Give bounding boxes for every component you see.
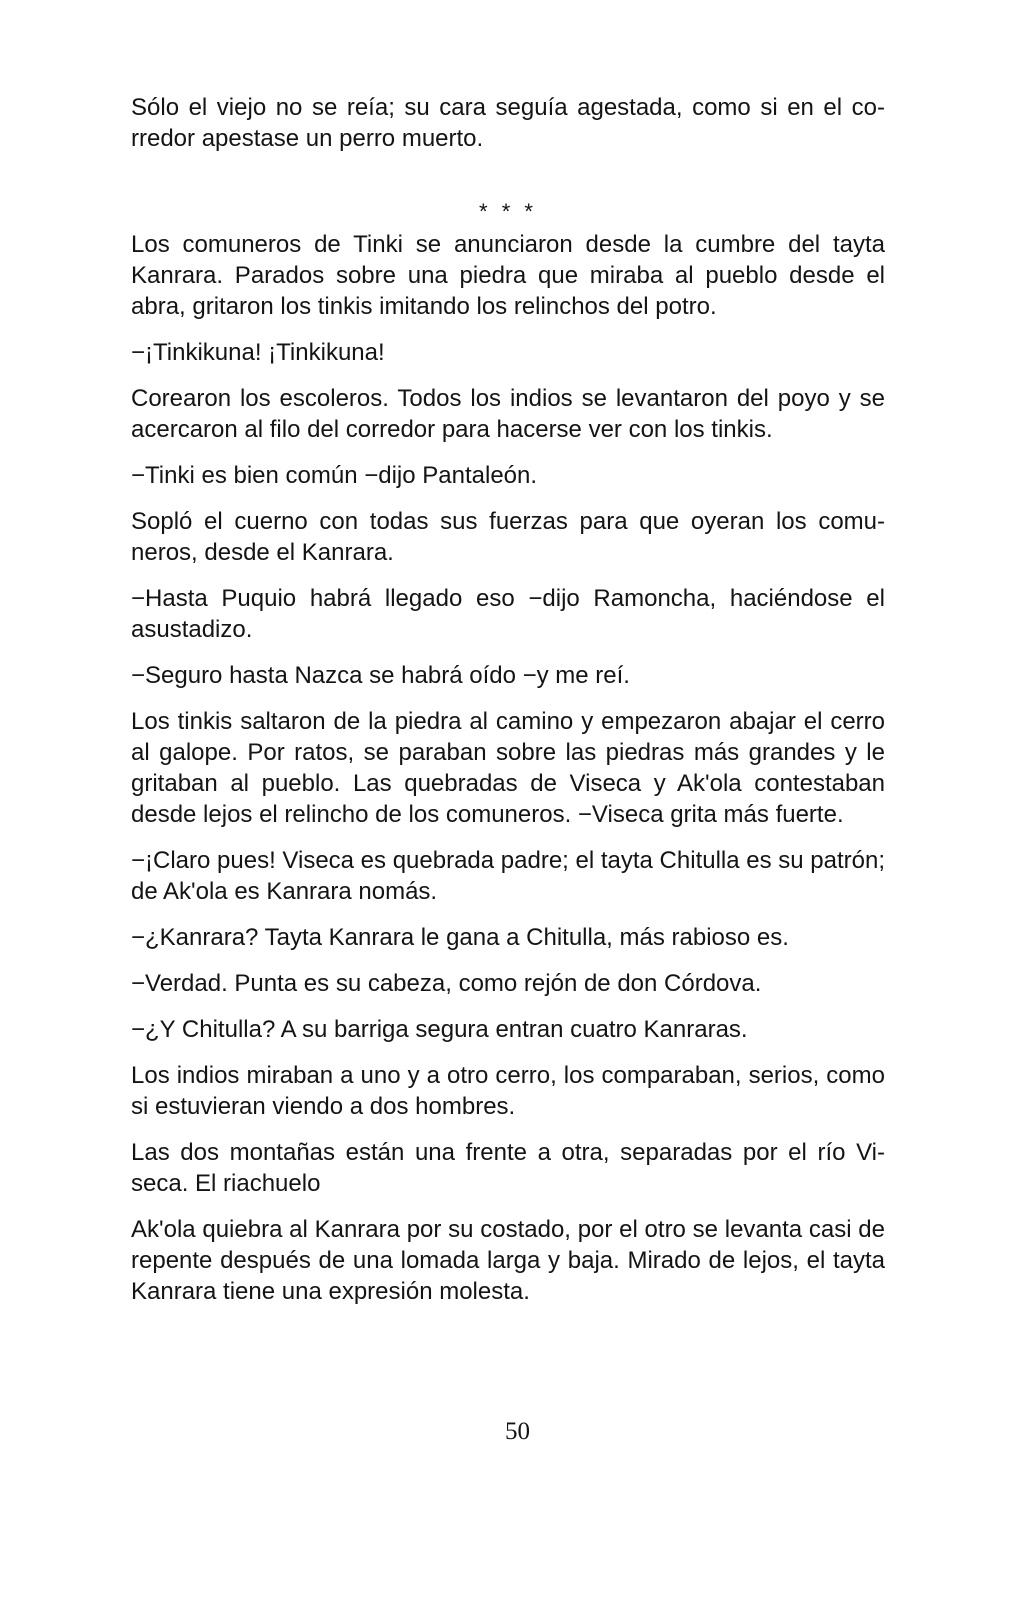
paragraph: Los indios miraban a uno y a otro cerro, los comparaban, serios, como si estuvieran viendo a dos hombres. <box>131 1062 885 1120</box>
paragraph: Ak'ola quiebra al Kanrara por su costado, por el otro se levanta casi de repente después de una lomada larga y baja. Mirado de lejos, el tayta Kanrara tiene una expresión molesta. <box>131 1216 885 1305</box>
paragraph: Sopló el cuerno con todas sus fuerzas para que oyeran los comuneros, desde el Kanrara. <box>131 508 885 566</box>
paragraph: −Verdad. Punta es su cabeza, como rejón de don Córdova. <box>131 970 762 997</box>
paragraph: −¿Kanrara? Tayta Kanrara le gana a Chitulla, más rabioso es. <box>131 924 789 951</box>
paragraph: −¿Y Chitulla? A su barriga segura entran cuatro Kanraras. <box>131 1016 748 1043</box>
paragraph: Las dos montañas están una frente a otra, separadas por el río Viseca. El riachuelo <box>131 1139 885 1197</box>
paragraph: −¡Tinkikuna! ¡Tinkikuna! <box>131 339 385 366</box>
page-body <box>131 92 885 1322</box>
page-number: 50 <box>505 1418 530 1445</box>
paragraph: Los tinkis saltaron de la piedra al camino y empezaron abajar el cerro al galope. Por ratos, se paraban sobre las piedras más grandes y le gritaban al pueblo. Las quebradas de Viseca y Ak'ola contestaban desde lejos el relincho de los comuneros. −Viseca grita más fuerte. <box>131 708 885 828</box>
paragraph: Los comuneros de Tinki se anunciaron desde la cumbre del tayta Kanrara. Parados sobre una piedra que miraba al pueblo desde el abra, gritaron los tinkis imitando los relinchos del potro. <box>131 231 885 320</box>
paragraph: Corearon los escoleros. Todos los indios se levantaron del poyo y se acercaron al filo del corredor para hacerse ver con los tinkis. <box>131 385 885 443</box>
paragraph: −Seguro hasta Nazca se habrá oído −y me reí. <box>131 662 630 689</box>
paragraph: −Tinki es bien común −dijo Pantaleón. <box>131 462 538 489</box>
section-separator: * * * <box>479 199 537 224</box>
paragraph: −¡Claro pues! Viseca es quebrada padre; el tayta Chitulla es su patrón; de Ak'ola es Kanrara nomás. <box>131 847 886 905</box>
paragraph: Sólo el viejo no se reía; su cara seguía agestada, como si en el corredor apestase un perro muerto. <box>131 94 885 152</box>
paragraph: −Hasta Puquio habrá llegado eso −dijo Ramoncha, haciéndose el asustadizo. <box>131 585 885 643</box>
